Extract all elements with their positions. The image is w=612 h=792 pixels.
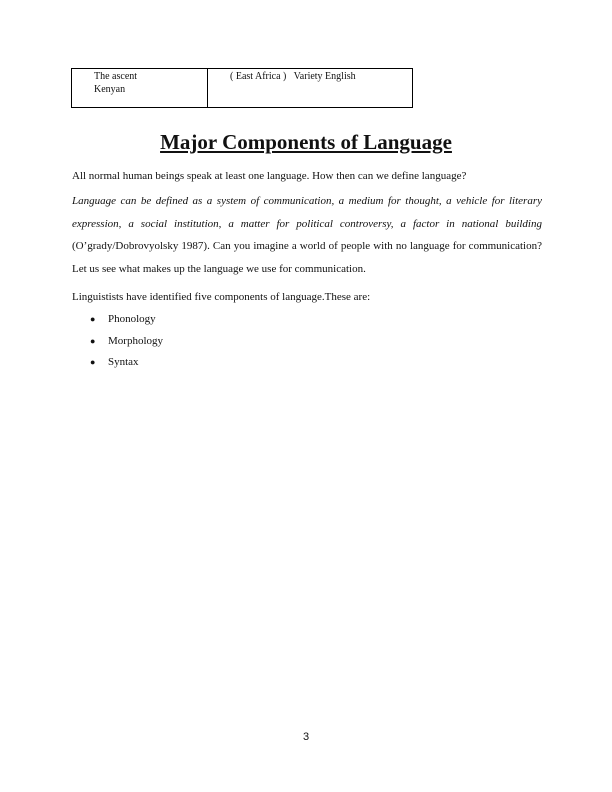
list-item: [90, 352, 163, 374]
components-list: [90, 309, 163, 374]
table-cell-variety-text: ( East Africa ) Variety English: [230, 71, 356, 82]
definition-quote: Language can be defined as a system of communication, a medium for thought, a vehicle for literary expression, a social institution, a matter for political controversy, a factor in national building: [72, 195, 542, 230]
bullet-icon: ●: [90, 314, 96, 324]
bullet-icon: ●: [90, 357, 96, 367]
list-item-label: Syntax: [108, 356, 139, 368]
list-item: [90, 309, 163, 331]
table-cell-term-line-2: Kenyan: [94, 84, 126, 95]
components-intro-paragraph: Linguistists have identified five components of language.These are:: [72, 291, 371, 303]
intro-paragraph: All normal human beings speak at least one language. How then can we define language?: [72, 170, 467, 182]
definition-rest: (O’grady/Dobrovyolsky 1987). Can you imagine a world of people with no language for communication? Let us see what makes up the language we use for communication.: [72, 240, 542, 275]
table-cell-variety: [208, 69, 413, 108]
table-cell-term: [72, 69, 208, 108]
page-number: 3: [302, 731, 310, 743]
header-table: [71, 68, 413, 108]
table-cell-term-line-1: The ascent: [94, 71, 138, 82]
bullet-icon: ●: [90, 335, 96, 346]
list-item: [90, 331, 163, 353]
definition-paragraph: [72, 190, 542, 280]
page-heading: Major Components of Language: [160, 130, 452, 154]
list-item-label: Morphology: [108, 334, 163, 347]
list-item-label: Phonology: [108, 313, 156, 325]
table-row: [72, 69, 413, 108]
